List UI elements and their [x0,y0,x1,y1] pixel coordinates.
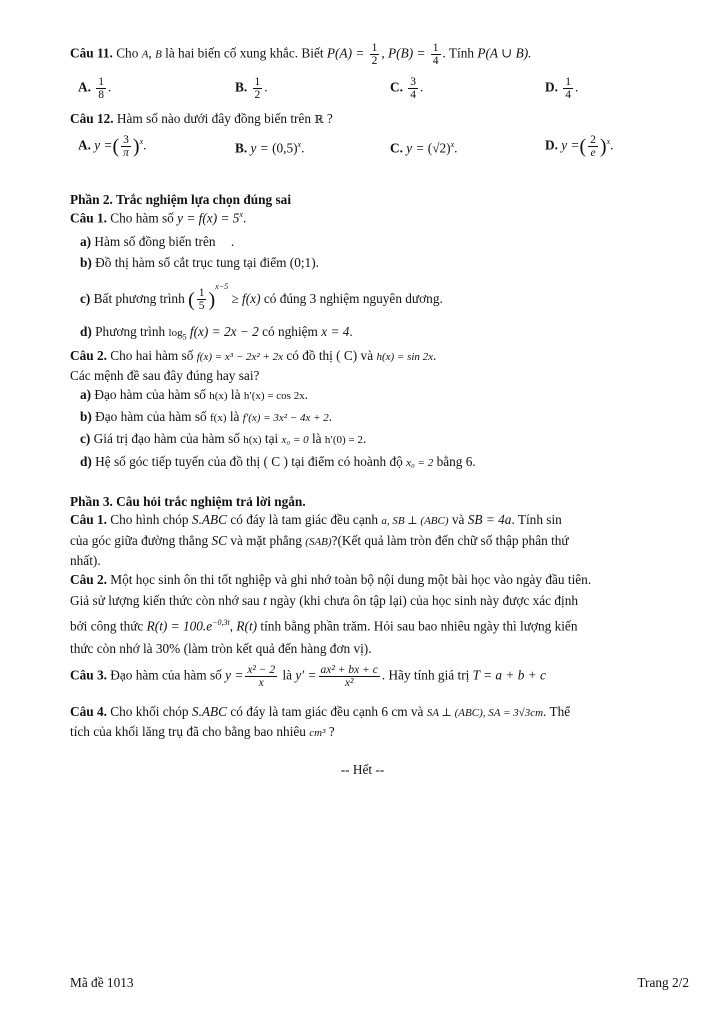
p3-c2-line4: thức còn nhớ là 30% (làm tròn kết quả đến hàng đơn vị). [70,641,372,656]
q12-option-d: D. y =( $\frac{2}{e}$ )$^x$. [545,134,614,160]
q11-line: Câu 11. Cho A, B là hai biến cố xung khắc. Biết P(A) = $\frac{1}{2}$ , P(B) = $\frac{1}{4}$ . Tính P(A ∪ B). [70,42,532,68]
part3-title: Phần 3. Câu hỏi trắc nghiệm trả lời ngắn. [70,494,306,509]
p3-c2-line3: bởi công thức $R(t) = 100.e^{-0,3t}$, R(t) tính bằng phần trăm. Hỏi sau bao nhiêu ngày thì lượng kiến [70,618,578,634]
q11-option-b: B. $\frac{1}{2}$ . [235,76,268,102]
p2-c1-d: d) Phương trình $\log_5 f(x) = 2x - 2$ có nghiệm x = 4. [80,324,353,342]
p2-c2-c: c) Giá trị đạo hàm của hàm số h(x) tại x₀ = 0 là h′(0) = 2. [80,431,367,446]
p3-c1-line3: nhất). [70,553,101,568]
real-set-symbol [219,238,231,248]
p3-c4-line1: Câu 4. Cho khối chóp S.ABC có đáy là tam giác đều cạnh 6 cm và SA ⊥ (ABC), SA = 3√3cm. Thể [70,704,571,719]
q12-option-a: A. y =( $\frac{3}{\pi}$ )$^x$. [78,134,147,160]
p2-c1-line: Câu 1. Cho hàm số $y = f(x) = 5^x$. [70,210,247,226]
p2-c1-a: a) Hàm số đồng biến trên . [80,234,235,249]
q12-option-c: C. $y = (√2)^x$. [390,140,458,156]
p3-c2-line1: Câu 2. Một học sinh ôn thi tốt nghiệp và ghi nhớ toàn bộ nội dung một bài học vào ngày đầu tiên. [70,572,592,587]
p2-c2-line2: Các mệnh đề sau đây đúng hay sai? [70,368,260,383]
exam-code: Mã đề 1013 [70,975,134,990]
q11-label: Câu 11. [70,45,113,61]
p2-c1-c: c) Bất phương trình ( $\frac{1}{5}$ )$^{x-5}$ ≥ f(x) có đúng 3 nghiệm nguyên dương. [80,282,443,313]
q11-pb-fraction: $\frac{1}{4}$ [432,42,439,68]
part2-title: Phần 2. Trắc nghiệm lựa chọn đúng sai [70,192,292,207]
p3-c1-line2: của góc giữa đường thẳng SC và mặt phẳng (SAB)?(Kết quả làm tròn đến chữ số thập phân thứ [70,533,569,548]
q12-line: Câu 12. Hàm số nào dưới đây đồng biến trên ℝ ? [70,111,333,126]
q11-option-a: A. $\frac{1}{8}$ . [78,76,112,102]
q11-option-c: C. $\frac{3}{4}$ . [390,76,424,102]
q12-label: Câu 12. [70,111,114,126]
p2-c2-b: b) Đạo hàm của hàm số f(x) là f′(x) = 3x² − 4x + 2. [80,409,333,424]
p2-c1-b: b) Đồ thị hàm số cắt trục tung tại điểm (0;1). [80,255,319,270]
q12-option-b: B. $y = (0,5)^x$. [235,140,305,156]
page-number: Trang 2/2 [637,975,689,990]
p3-c3-line: Câu 3. Đạo hàm của hàm số y = $\frac{\text{x² − 2}}{x}$ là y′ = $\frac{\text{ax² + bx + c}}{\text{x²}}$ . Hãy tính giá trị T = a + b + c [70,664,546,690]
p3-c4-line2: tích của khối lăng trụ đã cho bằng bao nhiêu cm³ ? [70,724,335,739]
p3-c2-line2: Giả sử lượng kiến thức còn nhớ sau t ngày (khi chưa ôn tập lại) của học sinh này được xác định [70,593,579,608]
p3-c1-line1: Câu 1. Cho hình chóp S.ABC có đáy là tam giác đều cạnh a, SB ⊥ (ABC) và SB = 4a. Tính sin [70,512,562,527]
q11-pa-fraction: $\frac{1}{2}$ [371,42,378,68]
p2-c2-a: a) Đạo hàm của hàm số h(x) là h′(x) = cos 2x. [80,387,309,402]
p2-c2-d: d) Hệ số góc tiếp tuyến của đồ thị ( C ) tại điểm có hoành độ x₀ = 2 bằng 6. [80,454,476,469]
end-marker: -- Hết -- [340,762,385,777]
p2-c2-line: Câu 2. Cho hai hàm số f(x) = x³ − 2x² + 2x có đồ thị ( C) và h(x) = sin 2x. [70,348,437,363]
q11-option-d: D. $\frac{1}{4}$ . [545,76,579,102]
